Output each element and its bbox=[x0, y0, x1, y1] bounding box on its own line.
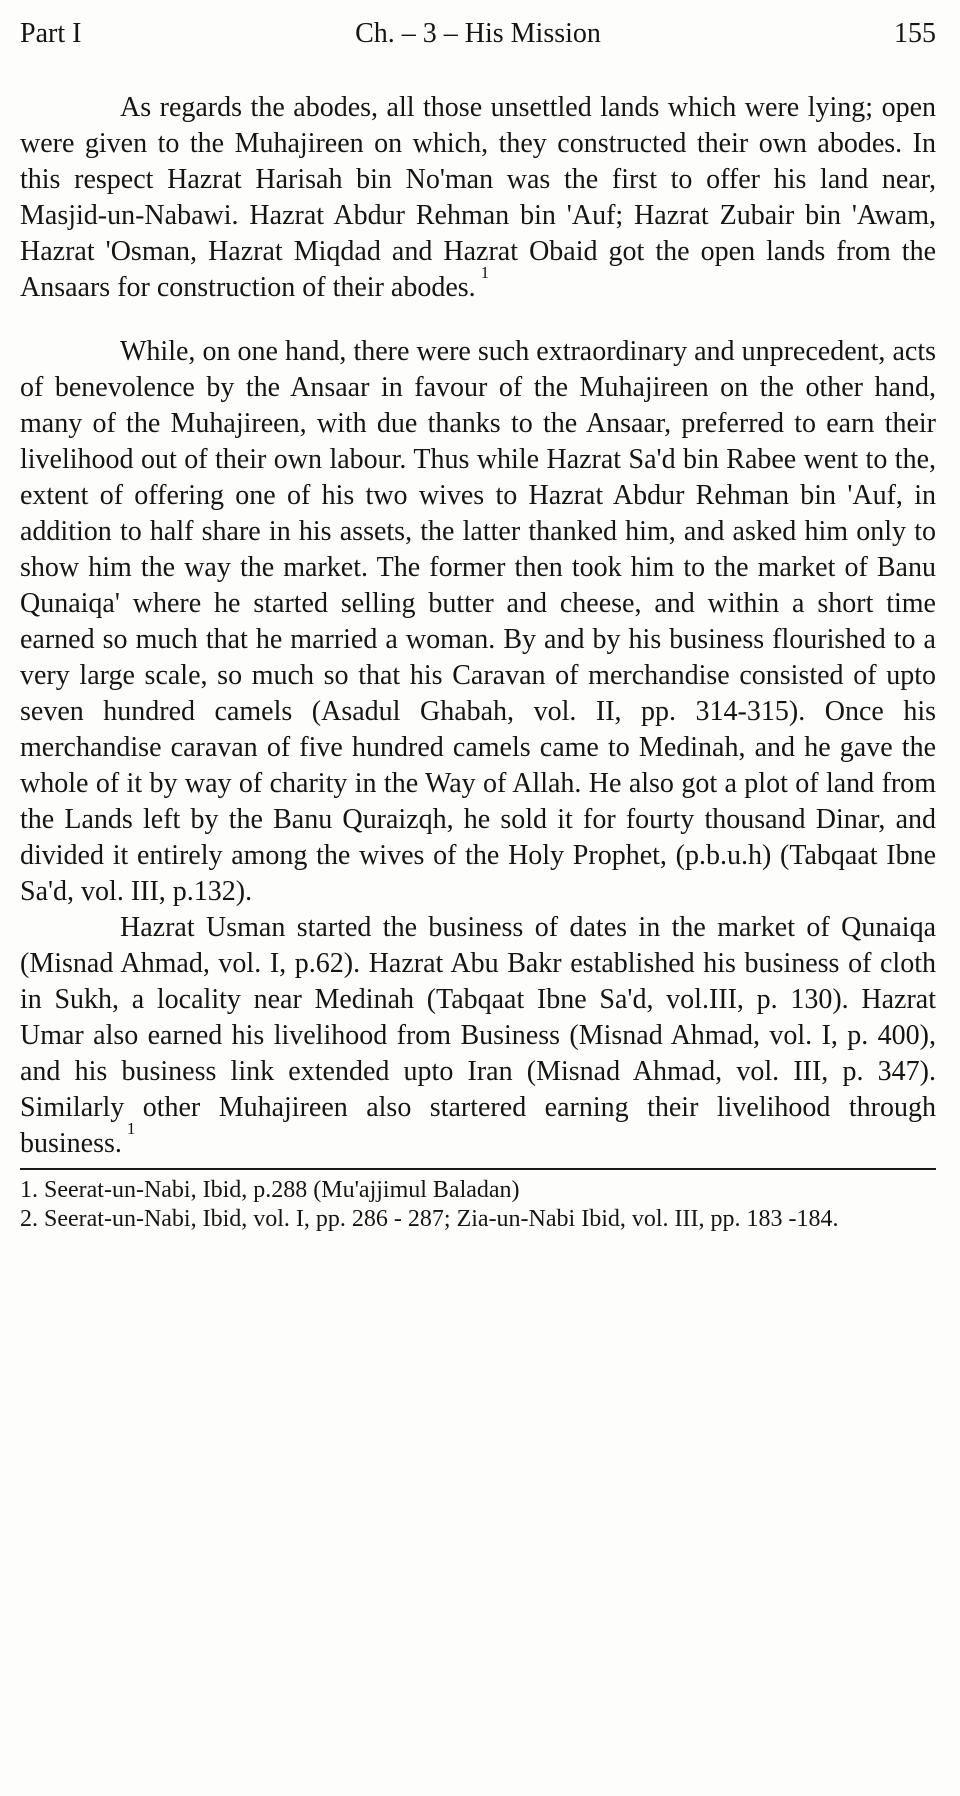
paragraph-abodes-text: As regards the abodes, all those unsettled lands which were lying; open were given to the Muhajireen on which, they constructed their own abodes. In this respect Hazrat Harisah bin No'man was the first to offer his land near, Masjid-un-Nabawi. Hazrat Abdur Rehman bin 'Auf; Hazrat Zubair bin 'Awam, Hazrat 'Osman, Hazrat Miqdad and Hazrat Obaid got the open lands from the Ansaars for construction of their abodes. bbox=[20, 92, 936, 303]
paragraph-business bbox=[20, 910, 936, 1162]
paragraph-business-text: Hazrat Usman started the business of dates in the market of Qunaiqa (Misnad Ahmad, vol. I, p.62). Hazrat Abu Bakr established his business of cloth in Sukh, a locality near Medinah (Tabqaat Ibne Sa'd, vol.III, p. 130). Hazrat Umar also earned his livelihood from Business (Misnad Ahmad, vol. I, p. 400), and his business link extended upto Iran (Misnad Ahmad, vol. III, p. 347). Similarly other Muhajireen also startered earning their livelihood through business. bbox=[20, 912, 936, 1159]
footnote-ref-business: 1 bbox=[126, 1119, 136, 1139]
footnote-item-1: 1. Seerat-un-Nabi, Ibid, p.288 (Mu'ajjimul Baladan) bbox=[20, 1177, 520, 1203]
footnotes-section bbox=[20, 1168, 936, 1234]
chapter-title: Ch. – 3 – His Mission bbox=[355, 18, 601, 49]
footnote-item-2: 2. Seerat-un-Nabi, Ibid, vol. I, pp. 286 - 287; Zia-un-Nabi Ibid, vol. III, pp. 183 -184. bbox=[20, 1206, 839, 1232]
part-label: Part I bbox=[20, 18, 82, 49]
page-number: 155 bbox=[894, 18, 936, 49]
paragraph-livelihood bbox=[20, 334, 936, 910]
footnote-ref-abodes: 1 bbox=[480, 263, 490, 283]
paragraph-abodes bbox=[20, 90, 936, 306]
paragraph-livelihood-text: While, on one hand, there were such extraordinary and unprecedent, acts of benevolence by the Ansaar in favour of the Muhajireen on the other hand, many of the Muhajireen, with due thanks to the Ansaar, preferred to earn their livelihood out of their own labour. Thus while Hazrat Sa'd bin Rabee went to the, extent of offering one of his two wives to Hazrat Abdur Rehman bin 'Auf, in addition to half share in his assets, the latter thanked him, and asked him only to show him the way the market. The former then took him to the market of Banu Qunaiqa' where he started selling butter and cheese, and within a short time earned so much that he married a woman. By and by his business flourished to a very large scale, so much so that his Caravan of merchandise consisted of upto seven hundred camels (Asadul Ghabah, vol. II, pp. 314-315). Once his merchandise caravan of five hundred camels came to Medinah, and he gave the whole of it by way of charity in the Way of Allah. He also got a plot of land from the Lands left by the Banu Quraizqh, he sold it for fourty thousand Dinar, and divided it entirely among the wives of the Holy Prophet, (p.b.u.h) (Tabqaat Ibne Sa'd, vol. III, p.132). bbox=[20, 336, 936, 907]
page-header bbox=[20, 16, 936, 52]
page-body bbox=[20, 90, 936, 1162]
